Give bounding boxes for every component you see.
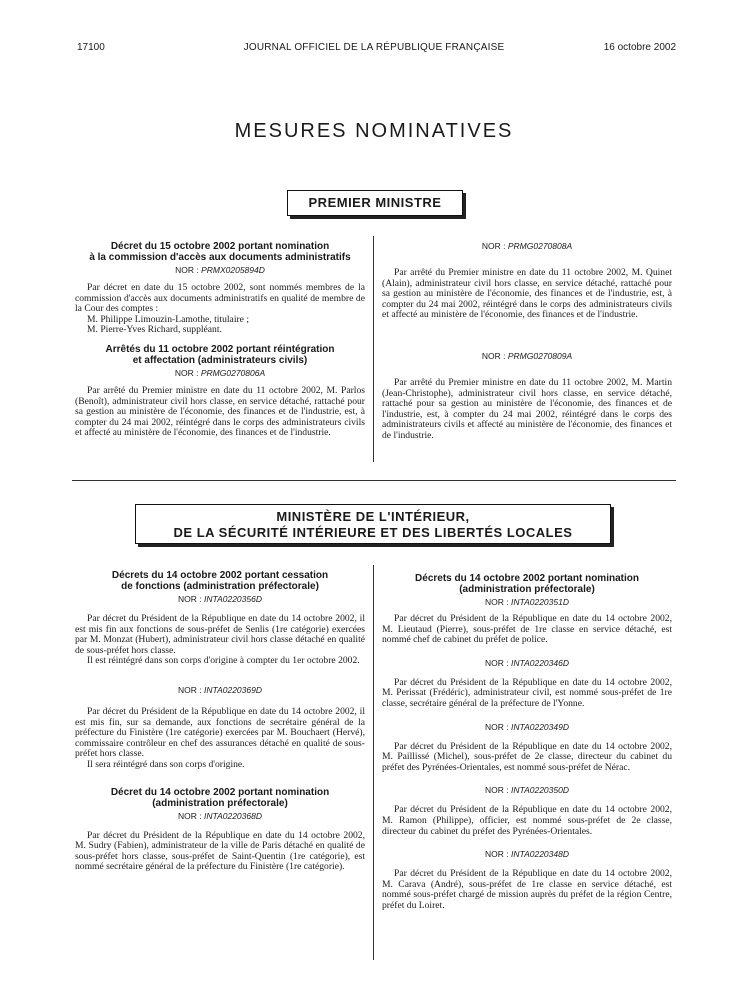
nor-label: NOR : <box>178 594 202 604</box>
nor-reference <box>382 722 672 732</box>
nor-reference <box>75 811 365 821</box>
nor-code: PRMG0270806A <box>200 367 266 378</box>
decret-text: Il est réintégré dans son corps d'origine à compter du 1er octobre 2002. <box>87 655 360 667</box>
nor-label: NOR : <box>485 785 509 796</box>
left-column-section2 <box>75 570 365 873</box>
cessation-title <box>75 570 365 592</box>
nomination-title <box>382 573 672 595</box>
member-item: M. Pierre-Yves Richard, suppléant. <box>87 324 222 336</box>
nor-reference <box>382 849 672 859</box>
nor-code: PRMG0270808A <box>507 241 573 251</box>
page-number: 17100 <box>77 42 105 53</box>
nor-reference <box>75 685 365 695</box>
decret-title <box>75 787 365 809</box>
arrete-text: Par arrêté du Premier ministre en date du 11 octobre 2002, M. Martin (Jean-Christophe), administrateur civil hors classe, en service détaché, rattaché pour sa gestion au ministère de l'économie, des finances et de l'industrie, est, à compter du 24 mai 2002, réintégré dans le corps des administrateurs civils et affecté au ministère de l'économie, des finances et de l'industrie. <box>382 376 672 441</box>
section-divider <box>72 480 676 481</box>
nor-code: INTA0220368D <box>204 810 262 821</box>
journal-title: JOURNAL OFFICIEL DE LA RÉPUBLIQUE FRANÇAISE <box>243 42 505 53</box>
nor-code: INTA0220349D <box>511 721 569 732</box>
column-divider <box>373 565 374 960</box>
ministere-heading-line2: DE LA SÉCURITÉ INTÉRIEURE ET DES LIBERTÉS LOCALES <box>173 525 573 540</box>
nor-code: PRMG0270809A <box>507 350 573 361</box>
right-column-section2 <box>382 573 672 912</box>
arretes-title-line2: et affectation (administrateurs civils) <box>132 354 308 366</box>
nor-reference <box>382 785 672 795</box>
decret-text: Par décret du Président de la République en date du 14 octobre 2002, il est mis fin, sur sa demande, aux fonctions de secrétaire général de la préfecture du Finistère (1re catégorie) exercées par M. Bouchaert (Hervé), commissaire contrôleur en chef des assurances détaché en qualité de sous-préfet hors classe. <box>75 705 365 760</box>
nor-code: INTA0220346D <box>511 657 569 668</box>
nor-reference <box>382 658 672 668</box>
nor-label: NOR : <box>481 350 506 361</box>
decret-text: Par décret du Président de la République en date du 14 octobre 2002, M. Carava (André), sous-préfet de 1re classe en service détaché, est nommé sous-préfet chargé de mission auprès du préfet de la région Centre, préfet du Loiret. <box>382 868 672 911</box>
nor-label: NOR : <box>485 721 509 732</box>
decret-text: Il sera réintégré dans son corps d'origine. <box>87 758 245 770</box>
nor-code: PRMX0205894D <box>201 265 265 275</box>
arretes-title <box>75 344 365 366</box>
section-heading-ministere-interieur <box>135 504 611 544</box>
decret-text: Par décret du Président de la République en date du 14 octobre 2002, il est mis fin aux fonctions de sous-préfet de Senlis (1re catégorie) exercées par M. Monzat (Hubert), administrateur civil hors classe détaché en qualité de sous-préfet hors classe. <box>75 613 365 656</box>
nor-label: NOR : <box>174 367 199 378</box>
decret-title-line2: (administration préfectorale) <box>152 797 288 809</box>
nor-code: INTA0220369D <box>204 684 262 695</box>
column-divider <box>373 236 374 462</box>
cessation-title-line2: de fonctions (administration préfectorale) <box>121 581 319 592</box>
issue-date: 16 octobre 2002 <box>603 42 676 53</box>
nomination-title-line2: (administration préfectorale) <box>459 584 595 595</box>
nomination-title-line1: Décrets du 14 octobre 2002 portant nomination <box>415 573 639 584</box>
nor-reference <box>75 594 365 604</box>
decret-title-line1: Décret du 15 octobre 2002 portant nomination <box>110 241 330 252</box>
nor-code: INTA0220356D <box>204 594 262 604</box>
nor-reference <box>75 368 365 378</box>
decret-title-line1: Décret du 14 octobre 2002 portant nomination <box>110 786 330 798</box>
member-item: M. Philippe Limouzin-Lamothe, titulaire ; <box>87 313 249 325</box>
nor-code: INTA0220348D <box>511 849 569 860</box>
nor-reference <box>75 265 365 275</box>
right-column-section1 <box>382 241 672 442</box>
decret-title <box>75 241 365 263</box>
decret-text: Par décret du Président de la République en date du 14 octobre 2002, M. Lieutaud (Pierre), sous-préfet de 1re classe en service détaché, est nommé chef de cabinet du préfet de police. <box>382 613 672 646</box>
nor-reference <box>382 241 672 251</box>
nor-reference <box>382 351 672 361</box>
nor-label: NOR : <box>178 684 202 695</box>
arretes-title-line1: Arrêtés du 11 octobre 2002 portant réintégration <box>105 343 335 355</box>
nor-label: NOR : <box>485 657 509 668</box>
nor-code: INTA0220351D <box>511 597 569 607</box>
cessation-title-line1: Décrets du 14 octobre 2002 portant cessation <box>111 570 329 581</box>
arrete-text: Par arrêté du Premier ministre en date du 11 octobre 2002, M. Quinet (Alain), administrateur civil hors classe, en service détaché, rattaché pour sa gestion au ministère de l'économie, des finances et de l'industrie, est, à compter du 24 mai 2002, réintégré dans le corps des administrateurs civils et affecté au ministère de l'économie, des finances et de l'industrie. <box>382 267 672 321</box>
section-heading-premier-ministre: PREMIER MINISTRE <box>287 190 463 216</box>
nor-code: INTA0220350D <box>511 785 569 796</box>
decret-text: Par décret du Président de la République en date du 14 octobre 2002, M. Paillissé (Michel), sous-préfet de 2e classe, directeur du cabinet du préfet des Pyrénées-Orientales, est nommé sous-préfet de Nérac. <box>382 740 672 773</box>
nor-label: NOR : <box>485 849 509 860</box>
ministere-heading-line1: MINISTÈRE DE L'INTÉRIEUR, <box>276 509 470 524</box>
main-title: MESURES NOMINATIVES <box>234 120 514 142</box>
decret-text: Par décret du Président de la République en date du 14 octobre 2002, M. Perissat (Frédéric), administrateur civil, est nommé sous-préfet de 1re classe, secrétaire général de la préfecture de l'Yonne. <box>382 676 672 709</box>
left-column-section1 <box>75 241 365 439</box>
nor-reference <box>382 597 672 607</box>
nor-label: NOR : <box>175 265 199 275</box>
decret-title-line2: à la commission d'accès aux documents administratifs <box>89 252 351 263</box>
decret-text: Par décret du Président de la République en date du 14 octobre 2002, M. Ramon (Philippe), officier, est nommé sous-préfet de 2e classe, directeur du cabinet du préfet des Pyrénées-Orientales. <box>382 804 672 837</box>
decret-text: Par décret en date du 15 octobre 2002, sont nommés membres de la commission d'accès aux documents administratifs en qualité de membre de la Cour des comptes : <box>75 282 365 315</box>
nor-label: NOR : <box>481 241 506 251</box>
nor-label: NOR : <box>485 597 509 607</box>
nor-label: NOR : <box>178 810 202 821</box>
decret-text: Par décret du Président de la République en date du 14 octobre 2002, M. Sudry (Fabien), administrateur de la ville de Paris détaché en qualité de sous-préfet hors classe, sous-préfet de Saint-Quentin (1re catégorie), est nommé secrétaire général de la préfecture du Finistère (1re catégorie). <box>75 829 365 873</box>
arrete-text: Par arrêté du Premier ministre en date du 11 octobre 2002, M. Parlos (Benoît), administrateur civil hors classe, en service détaché, rattaché pour sa gestion au ministère de l'économie, des finances et de l'industrie, est, à compter du 24 mai 2002, réintégré dans le corps des administrateurs civils et affecté au ministère de l'économie, des finances et de l'industrie. <box>75 384 365 439</box>
